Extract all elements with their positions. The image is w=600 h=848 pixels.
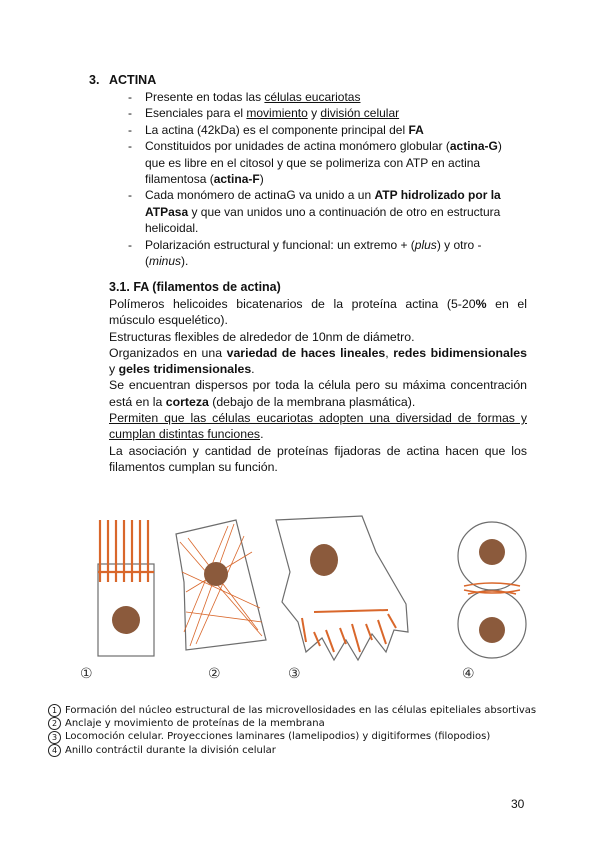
actina-bullet-list xyxy=(128,89,513,269)
bullet-item: - La actina (42kDa) es el componente principal del FA xyxy=(128,122,513,138)
epithelial-cell-drawing xyxy=(98,520,154,656)
microvilli-filaments xyxy=(98,520,154,582)
subsection-body xyxy=(109,296,527,475)
bullet-item: - Constituidos por unidades de actina monómero globular (actina-G) que es libre en el citosol y que se polimeriza con ATP en actina filamentosa (actina-F) xyxy=(128,138,513,187)
figure-label-4: ④ xyxy=(462,666,475,682)
actin-network xyxy=(180,524,262,646)
figure-label-2: ② xyxy=(208,666,221,682)
caption-item: 2 Anclaje y movimiento de proteínas de la membrana xyxy=(48,717,536,730)
page-number: 30 xyxy=(511,797,525,811)
paragraph: Se encuentran dispersos por toda la célula pero su máxima concentración está en la corteza (debajo de la membrana plasmática). xyxy=(109,378,527,409)
section-heading xyxy=(89,73,156,87)
spread-cell-drawing xyxy=(176,520,266,650)
bullet-item: - Polarización estructural y funcional: un extremo + (plus) y otro - (minus). xyxy=(128,237,513,270)
nucleus-2 xyxy=(204,562,228,586)
nucleus-1 xyxy=(112,606,140,634)
bullet-item: - Esenciales para el movimiento y división celular xyxy=(128,105,513,121)
section-number: 3. xyxy=(89,73,100,87)
caption-item: 4 Anillo contráctil durante la división celular xyxy=(48,744,536,757)
paragraph: Estructuras flexibles de alrededor de 10nm de diámetro. xyxy=(109,329,415,344)
subsection-heading: 3.1. FA (filamentos de actina) xyxy=(109,280,281,294)
contractile-ring xyxy=(464,583,520,594)
migrating-cell-drawing xyxy=(276,516,408,660)
caption-item: 1 Formación del núcleo estructural de las microvellosidades en las células epiteliales absortivas xyxy=(48,704,536,717)
nucleus-3 xyxy=(310,544,338,576)
dividing-cell-drawing xyxy=(458,522,526,658)
nucleus-4a xyxy=(479,539,505,565)
figure-label-3: ③ xyxy=(288,666,301,682)
actin-functions-figure xyxy=(76,512,536,692)
paragraph: Organizados en una variedad de haces lineales, redes bidimensionales y geles tridimensionales. xyxy=(109,345,527,377)
figure-label-1: ① xyxy=(80,666,93,682)
bullet-item: - Presente en todas las células eucariotas xyxy=(128,89,513,105)
paragraph: La asociación y cantidad de proteínas fijadoras de actina hacen que los filamentos cumplan su función. xyxy=(109,443,527,474)
section-title: ACTINA xyxy=(109,73,157,87)
paragraph: Permiten que las células eucariotas adopten una diversidad de formas y cumplan distintas funciones. xyxy=(109,411,527,442)
caption-item: 3 Locomoción celular. Proyecciones laminares (lamelipodios) y digitiformes (filopodios) xyxy=(48,730,536,743)
figure-captions xyxy=(48,704,536,757)
nucleus-4b xyxy=(479,617,505,643)
bullet-item: - Cada monómero de actinaG va unido a un ATP hidrolizado por la ATPasa y que van unidos uno a continuación de otro en estructura helicoidal. xyxy=(128,187,513,236)
paragraph: Polímeros helicoides bicatenarios de la proteína actina (5-20% en el músculo esquelético). xyxy=(109,297,528,328)
